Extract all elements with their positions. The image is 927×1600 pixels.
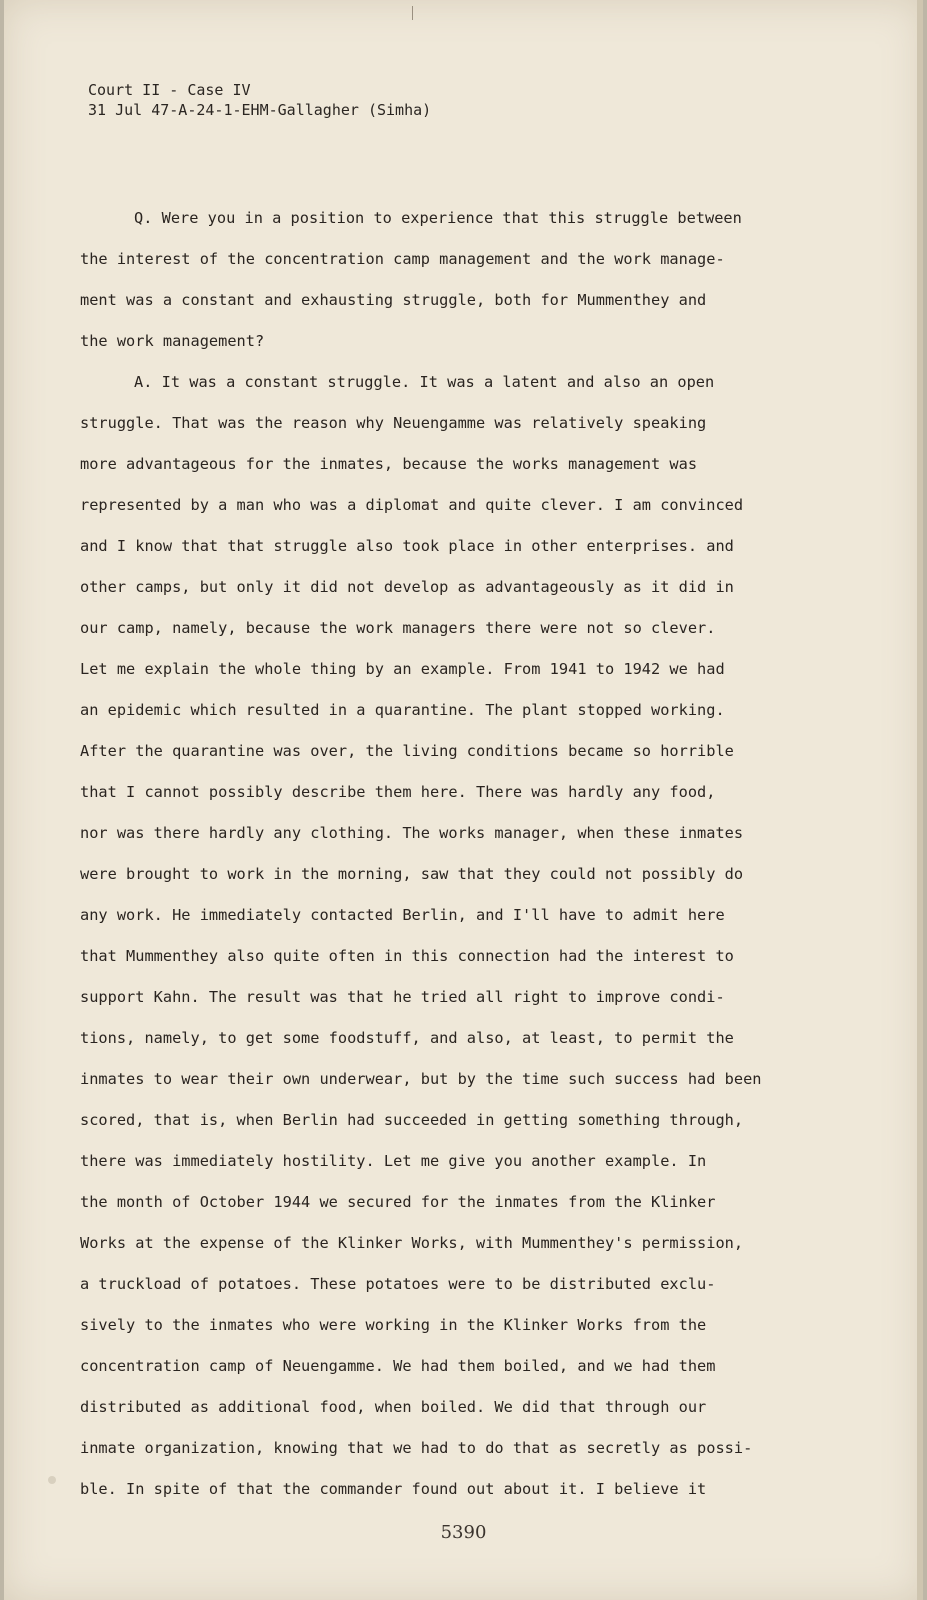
page-number: 5390 bbox=[440, 1522, 487, 1543]
text-line: struggle. That was the reason why Neuengamme was relatively speaking bbox=[80, 414, 707, 432]
text-line: any work. He immediately contacted Berlin, and I'll have to admit here bbox=[80, 906, 725, 924]
text-line: and I know that that struggle also took place in other enterprises. and bbox=[80, 537, 734, 555]
text-line: the work management? bbox=[80, 332, 265, 350]
text-line: ment was a constant and exhausting struggle, both for Mummenthey and bbox=[80, 291, 707, 309]
text-line: that Mummenthey also quite often in this connection had the interest to bbox=[80, 947, 734, 965]
text-line: more advantageous for the inmates, because the works management was bbox=[80, 455, 698, 473]
text-line: Let me explain the whole thing by an example. From 1941 to 1942 we had bbox=[80, 660, 725, 678]
text-line: ble. In spite of that the commander found out about it. I believe it bbox=[80, 1480, 707, 1498]
page-edge bbox=[917, 0, 923, 1600]
text-line: inmates to wear their own underwear, but by the time such success had been bbox=[80, 1070, 762, 1088]
paper-mark bbox=[412, 6, 413, 20]
text-line: After the quarantine was over, the living conditions became so horrible bbox=[80, 742, 734, 760]
text-line: nor was there hardly any clothing. The works manager, when these inmates bbox=[80, 824, 744, 842]
transcript-reference: 31 Jul 47-A-24-1-EHM-Gallagher (Simha) bbox=[88, 101, 432, 119]
text-line: Works at the expense of the Klinker Works, with Mummenthey's permission, bbox=[80, 1234, 744, 1252]
text-line: the month of October 1944 we secured for the inmates from the Klinker bbox=[80, 1193, 716, 1211]
text-line: A. It was a constant struggle. It was a latent and also an open bbox=[134, 373, 715, 391]
text-line: Q. Were you in a position to experience that this struggle between bbox=[134, 209, 742, 227]
testimony-text bbox=[80, 198, 840, 1510]
text-line: concentration camp of Neuengamme. We had them boiled, and we had them bbox=[80, 1357, 716, 1375]
text-line: inmate organization, knowing that we had to do that as secretly as possi- bbox=[80, 1439, 753, 1457]
text-line: other camps, but only it did not develop as advantageously as it did in bbox=[80, 578, 734, 596]
text-line: support Kahn. The result was that he tried all right to improve condi- bbox=[80, 988, 725, 1006]
text-line: scored, that is, when Berlin had succeeded in getting something through, bbox=[80, 1111, 744, 1129]
text-line: that I cannot possibly describe them here. There was hardly any food, bbox=[80, 783, 716, 801]
text-line: distributed as additional food, when boiled. We did that through our bbox=[80, 1398, 707, 1416]
text-line: there was immediately hostility. Let me give you another example. In bbox=[80, 1152, 707, 1170]
text-line: a truckload of potatoes. These potatoes were to be distributed exclu- bbox=[80, 1275, 716, 1293]
document-page bbox=[4, 0, 923, 1600]
text-line: an epidemic which resulted in a quarantine. The plant stopped working. bbox=[80, 701, 725, 719]
document-header bbox=[88, 80, 431, 120]
text-line: the interest of the concentration camp management and the work manage- bbox=[80, 250, 725, 268]
court-case-line: Court II - Case IV bbox=[88, 81, 251, 99]
text-line: sively to the inmates who were working in the Klinker Works from the bbox=[80, 1316, 707, 1334]
text-line: were brought to work in the morning, saw that they could not possibly do bbox=[80, 865, 744, 883]
text-line: tions, namely, to get some foodstuff, and also, at least, to permit the bbox=[80, 1029, 734, 1047]
paper-blemish bbox=[48, 1476, 56, 1484]
text-line: represented by a man who was a diplomat and quite clever. I am convinced bbox=[80, 496, 744, 514]
text-line: our camp, namely, because the work managers there were not so clever. bbox=[80, 619, 716, 637]
